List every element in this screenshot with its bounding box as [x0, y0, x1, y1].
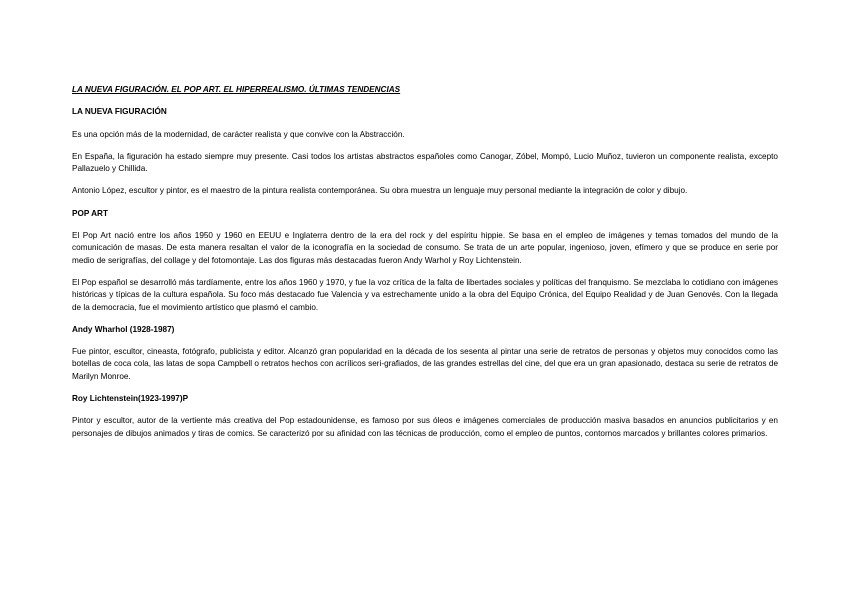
document-page — [72, 84, 778, 440]
paragraph: En España, la figuración ha estado siempre muy presente. Casi todos los artistas abstractos españoles como Canogar, Zóbel, Mompó, Lucio Muñoz, tuvieron un componente realista, excepto Pallazuelo y Chillida. — [72, 151, 778, 174]
section-heading-andy-warhol: Andy Wharhol (1928-1987) — [72, 324, 175, 334]
paragraph: El Pop Art nació entre los años 1950 y 1960 en EEUU e Inglaterra dentro de la era del rock y del espíritu hippie. Se basa en el empleo de imágenes y temas tomados del mundo de la comunicación de masas. De esta manera resaltan el valor de la iconografía en la sociedad de consumo. Se trata de un arte popular, ingenioso, joven, efímero y que se produce en serie por medio de serigrafías, del collage y del fotomontaje. Las dos figuras más destacadas fueron Andy Warhol y Roy Lichtenstein. — [72, 231, 778, 265]
section-heading-roy-lichtenstein: Roy Lichtenstein(1923-1997)P — [72, 394, 189, 404]
paragraph: El Pop español se desarrolló más tardíamente, entre los años 1960 y 1970, y fue la voz crítica de la falta de libertades sociales y políticas del franquismo. Se mezclaba lo cotidiano con imágenes históricas y típicas de la cultura española. Su foco más destacado fue Valencia y va estrechamente unido a la obra del Equipo Crónica, del Equipo Realidad y de Juan Genovés. Con la llegada de la democracia, fue el movimiento artístico que plasmó el cambio. — [72, 277, 778, 312]
paragraph: Antonio López, escultor y pintor, es el maestro de la pintura realista contemporánea. Su obra muestra un lenguaje muy personal mediante la integración de color y dibujo. — [72, 186, 688, 196]
paragraph: Pintor y escultor, autor de la vertiente más creativa del Pop estadounidense, es famoso por sus óleos e imágenes comerciales de producción masiva basados en anuncios publicitarios y en personajes de dibujos animados y tiras de comics. Se caracterizó por su afinidad con las técnicas de producción, como el empleo de puntos, contornos marcados y brillantes colores primarios. — [72, 416, 778, 438]
document-title: LA NUEVA FIGURACIÓN. EL POP ART. EL HIPERREALISMO. ÚLTIMAS TENDENCIAS — [72, 85, 401, 94]
section-heading-pop-art: POP ART — [72, 208, 108, 218]
paragraph: Es una opción más de la modernidad, de carácter realista y que convive con la Abstracción. — [72, 129, 405, 139]
section-heading-nueva-figuracion: LA NUEVA FIGURACIÓN — [72, 107, 167, 117]
paragraph: Fue pintor, escultor, cineasta, fotógrafo, publicista y editor. Alcanzó gran popularidad en la década de los sesenta al pintar una serie de retratos de personas y objetos muy conocidos como las botellas de coca cola, las latas de sopa Campbell o retratos hechos con acrílicos seri-grafiados, de las grandes estrellas del cine, del que era un gran apasionado, destaca su serie de retratos de Marilyn Monroe. — [72, 347, 778, 381]
